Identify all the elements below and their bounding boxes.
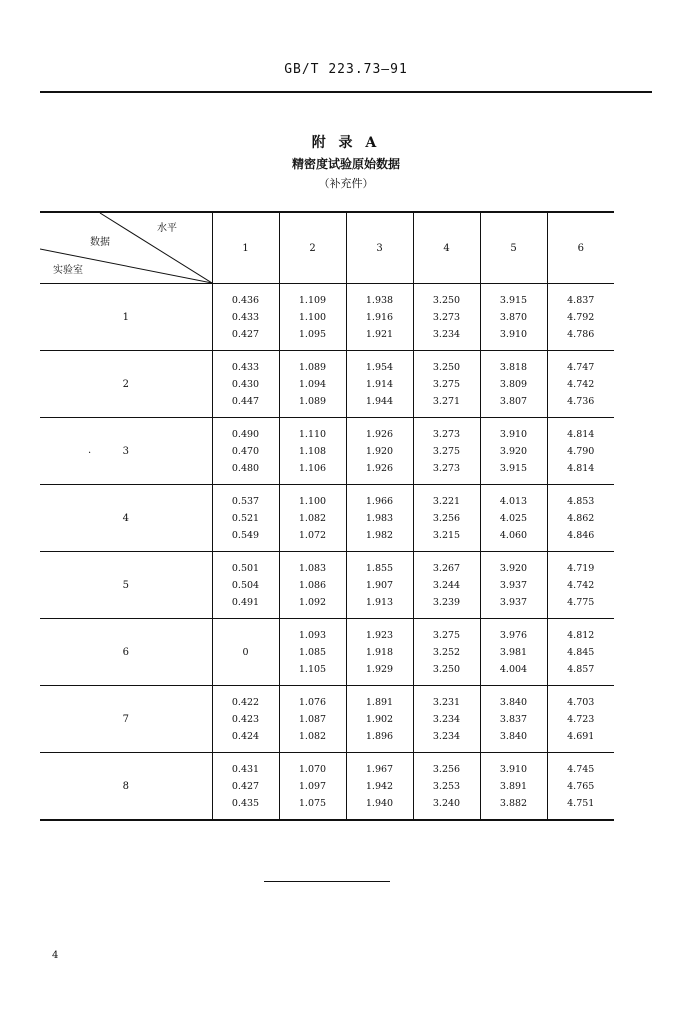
measurement-value: 1.918: [365, 646, 394, 658]
stray-mark: .: [88, 445, 92, 456]
measurement-value: 4.775: [567, 596, 595, 608]
lab-id-cell: 1: [40, 284, 212, 351]
measurement-value: 3.256: [432, 512, 461, 524]
measurement-value: 4.751: [567, 797, 595, 809]
measurement-value: 1.072: [298, 529, 327, 541]
measurement-value: 1.902: [365, 713, 394, 725]
measurement-value: 1.070: [298, 763, 327, 775]
value-cell: [480, 485, 547, 552]
measurement-value: 1.982: [365, 529, 394, 541]
measurement-value: 3.809: [499, 378, 528, 390]
measurement-value: 3.252: [432, 646, 461, 658]
measurement-value: 1.954: [365, 361, 394, 373]
measurement-value: 1.942: [365, 780, 394, 792]
value-cell: [480, 753, 547, 821]
precision-data-table: [40, 211, 614, 821]
measurement-value: 1.983: [365, 512, 394, 524]
measurement-value: 1.095: [298, 328, 327, 340]
measurement-value: 1.926: [365, 428, 394, 440]
measurement-value: 3.275: [432, 445, 461, 457]
lab-id-cell: 5: [40, 552, 212, 619]
measurement-value: 3.271: [432, 395, 461, 407]
table-row: [40, 485, 614, 552]
table-row: [40, 418, 614, 485]
measurement-value: 3.920: [499, 445, 528, 457]
measurement-value: 4.747: [567, 361, 595, 373]
standard-code-header: GB/T 223.73—91: [284, 62, 408, 77]
measurement-value: 4.723: [567, 713, 595, 725]
lab-id-cell: 8: [40, 753, 212, 821]
measurement-value: 4.742: [567, 378, 595, 390]
measurement-value: 4.814: [567, 462, 595, 474]
measurement-value: 3.981: [499, 646, 528, 658]
measurement-value: 3.221: [432, 495, 461, 507]
lab-id-cell: 6: [40, 619, 212, 686]
measurement-value: 0.433: [231, 311, 260, 323]
value-cell: [547, 351, 614, 418]
measurement-value: 3.882: [499, 797, 528, 809]
measurement-value: 0.480: [231, 462, 260, 474]
measurement-value: 4.691: [567, 730, 595, 742]
measurement-value: 4.845: [567, 646, 595, 658]
measurement-value: 1.914: [365, 378, 394, 390]
table-row: [40, 552, 614, 619]
column-header-level-4: 4: [413, 212, 480, 284]
measurement-value: 3.976: [499, 629, 528, 641]
measurement-value: 4.004: [499, 663, 528, 675]
value-cell: [547, 552, 614, 619]
measurement-value: 3.275: [432, 629, 461, 641]
table-row: [40, 686, 614, 753]
value-cell: [212, 552, 279, 619]
measurement-value: 3.937: [499, 596, 528, 608]
measurement-value: 4.765: [567, 780, 595, 792]
corner-label-data: 数据: [90, 237, 110, 248]
measurement-value: 1.940: [365, 797, 394, 809]
measurement-value: 1.087: [298, 713, 327, 725]
measurement-value: 1.105: [298, 663, 327, 675]
measurement-value: 4.719: [567, 562, 595, 574]
measurement-value: 1.094: [298, 378, 327, 390]
measurement-value: 1.916: [365, 311, 394, 323]
measurement-value: 1.896: [365, 730, 394, 742]
measurement-value: 1.082: [298, 512, 327, 524]
appendix-subtitle: 精密度试验原始数据: [291, 157, 400, 171]
measurement-value: 3.273: [432, 428, 461, 440]
measurement-value: 1.083: [298, 562, 327, 574]
measurement-value: 3.231: [432, 696, 461, 708]
measurement-value: 1.855: [365, 562, 394, 574]
column-header-level-1: 1: [212, 212, 279, 284]
measurement-value: 1.920: [365, 445, 394, 457]
value-cell: [413, 284, 480, 351]
value-cell: [212, 619, 279, 686]
measurement-value: 3.273: [432, 311, 461, 323]
value-cell: [279, 552, 346, 619]
value-cell: [212, 351, 279, 418]
value-cell: [547, 686, 614, 753]
measurement-value: 3.910: [499, 763, 528, 775]
value-cell: [547, 619, 614, 686]
measurement-value: 4.862: [567, 512, 595, 524]
measurement-value: 4.853: [567, 495, 595, 507]
measurement-value: 4.786: [567, 328, 595, 340]
measurement-value: 0.521: [231, 512, 260, 524]
measurement-value: 0.424: [231, 730, 260, 742]
value-cell: [212, 418, 279, 485]
lab-id-cell: 7: [40, 686, 212, 753]
measurement-value: 1.926: [365, 462, 394, 474]
measurement-value: 1.913: [365, 596, 394, 608]
measurement-value: 4.814: [567, 428, 595, 440]
value-cell: [279, 619, 346, 686]
measurement-value: 0.537: [231, 495, 260, 507]
value-cell: [480, 284, 547, 351]
column-header-level-2: 2: [279, 212, 346, 284]
value-cell: [413, 753, 480, 821]
value-cell: [279, 351, 346, 418]
measurement-value: 0: [242, 646, 249, 658]
value-cell: [279, 485, 346, 552]
measurement-value: 4.792: [567, 311, 595, 323]
corner-label-level: 水平: [157, 223, 177, 234]
measurement-value: 4.060: [499, 529, 528, 541]
measurement-value: 4.025: [499, 512, 528, 524]
measurement-value: 1.921: [365, 328, 394, 340]
measurement-value: 0.470: [231, 445, 260, 457]
measurement-value: 4.857: [567, 663, 595, 675]
measurement-value: 0.423: [231, 713, 260, 725]
measurement-value: 3.250: [432, 361, 461, 373]
value-cell: [212, 686, 279, 753]
table-row: [40, 753, 614, 821]
measurement-value: 1.085: [298, 646, 327, 658]
measurement-value: 4.790: [567, 445, 595, 457]
measurement-value: 0.433: [231, 361, 260, 373]
value-cell: [212, 753, 279, 821]
measurement-value: 1.923: [365, 629, 394, 641]
measurement-value: 4.013: [499, 495, 528, 507]
value-cell: [480, 686, 547, 753]
value-cell: [413, 485, 480, 552]
measurement-value: 0.491: [231, 596, 260, 608]
end-rule: [264, 881, 390, 882]
measurement-value: 4.846: [567, 529, 595, 541]
value-cell: [346, 418, 413, 485]
table-row: [40, 619, 614, 686]
value-cell: [413, 552, 480, 619]
measurement-value: 1.907: [365, 579, 394, 591]
measurement-value: 4.745: [567, 763, 595, 775]
column-header-level-3: 3: [346, 212, 413, 284]
table-corner-cell: [40, 212, 212, 284]
value-cell: [547, 418, 614, 485]
measurement-value: 1.929: [365, 663, 394, 675]
measurement-value: 3.234: [432, 328, 461, 340]
measurement-value: 3.244: [432, 579, 461, 591]
measurement-value: 3.256: [432, 763, 461, 775]
value-cell: [413, 686, 480, 753]
value-cell: [212, 284, 279, 351]
measurement-value: 1.082: [298, 730, 327, 742]
lab-id-cell: 3: [40, 418, 212, 485]
measurement-value: 3.215: [432, 529, 461, 541]
value-cell: [346, 552, 413, 619]
measurement-value: 3.807: [499, 395, 528, 407]
table-header-row: [40, 212, 614, 284]
measurement-value: 3.891: [499, 780, 528, 792]
measurement-value: 1.089: [298, 361, 327, 373]
appendix-title-block: [40, 132, 652, 194]
value-cell: [480, 619, 547, 686]
measurement-value: 4.837: [567, 294, 595, 306]
page-number: 4: [52, 950, 59, 961]
measurement-value: 3.267: [432, 562, 461, 574]
measurement-value: 1.089: [298, 395, 327, 407]
measurement-value: 3.818: [499, 361, 528, 373]
value-cell: [346, 619, 413, 686]
value-cell: [346, 753, 413, 821]
measurement-value: 4.742: [567, 579, 595, 591]
value-cell: [279, 418, 346, 485]
value-cell: [346, 284, 413, 351]
measurement-value: 1.076: [298, 696, 327, 708]
measurement-value: 1.938: [365, 294, 394, 306]
measurement-value: 4.703: [567, 696, 595, 708]
measurement-value: 3.250: [432, 294, 461, 306]
measurement-value: 3.910: [499, 428, 528, 440]
measurement-value: 3.915: [499, 294, 528, 306]
measurement-value: 1.891: [365, 696, 394, 708]
value-cell: [547, 284, 614, 351]
appendix-note: （补充件）: [318, 177, 374, 190]
measurement-value: 3.837: [499, 713, 528, 725]
measurement-value: 1.108: [298, 445, 327, 457]
header-rule: [40, 91, 652, 93]
value-cell: [413, 351, 480, 418]
value-cell: [279, 686, 346, 753]
value-cell: [346, 351, 413, 418]
measurement-value: 3.915: [499, 462, 528, 474]
value-cell: [346, 485, 413, 552]
table-row: [40, 351, 614, 418]
measurement-value: 1.075: [298, 797, 327, 809]
measurement-value: 1.092: [298, 596, 327, 608]
measurement-value: 3.840: [499, 730, 528, 742]
value-cell: [480, 418, 547, 485]
value-cell: [212, 485, 279, 552]
measurement-value: 1.100: [298, 495, 327, 507]
measurement-value: 3.253: [432, 780, 461, 792]
measurement-value: 3.273: [432, 462, 461, 474]
measurement-value: 1.944: [365, 395, 394, 407]
measurement-value: 0.431: [231, 763, 260, 775]
measurement-value: 1.106: [298, 462, 327, 474]
measurement-value: 1.109: [298, 294, 327, 306]
measurement-value: 3.250: [432, 663, 461, 675]
column-header-level-6: 6: [547, 212, 614, 284]
value-cell: [480, 351, 547, 418]
column-header-level-5: 5: [480, 212, 547, 284]
measurement-value: 1.093: [298, 629, 327, 641]
measurement-value: 0.504: [231, 579, 260, 591]
measurement-value: 0.447: [231, 395, 260, 407]
value-cell: [413, 418, 480, 485]
measurement-value: 3.920: [499, 562, 528, 574]
value-cell: [480, 552, 547, 619]
measurement-value: 3.234: [432, 713, 461, 725]
measurement-value: 3.937: [499, 579, 528, 591]
value-cell: [346, 686, 413, 753]
lab-id-cell: 4: [40, 485, 212, 552]
table-row: [40, 284, 614, 351]
measurement-value: 0.430: [231, 378, 260, 390]
measurement-value: 3.910: [499, 328, 528, 340]
appendix-title: 附 录 A: [311, 135, 381, 151]
measurement-value: 4.736: [567, 395, 595, 407]
measurement-value: 0.501: [231, 562, 260, 574]
measurement-value: 0.490: [231, 428, 260, 440]
measurement-value: 1.110: [298, 428, 327, 440]
measurement-value: 0.427: [231, 328, 260, 340]
measurement-value: 3.870: [499, 311, 528, 323]
measurement-value: 0.549: [231, 529, 260, 541]
corner-label-lab: 实验室: [53, 265, 83, 276]
measurement-value: 1.966: [365, 495, 394, 507]
measurement-value: 3.239: [432, 596, 461, 608]
measurement-value: 1.086: [298, 579, 327, 591]
measurement-value: 0.435: [231, 797, 260, 809]
measurement-value: 1.967: [365, 763, 394, 775]
measurement-value: 0.436: [231, 294, 260, 306]
measurement-value: 3.234: [432, 730, 461, 742]
value-cell: [279, 284, 346, 351]
value-cell: [547, 485, 614, 552]
measurement-value: 4.812: [567, 629, 595, 641]
value-cell: [547, 753, 614, 821]
value-cell: [413, 619, 480, 686]
value-cell: [279, 753, 346, 821]
measurement-value: 0.427: [231, 780, 260, 792]
measurement-value: 3.840: [499, 696, 528, 708]
lab-id-cell: 2: [40, 351, 212, 418]
measurement-value: 0.422: [231, 696, 260, 708]
measurement-value: 1.100: [298, 311, 327, 323]
measurement-value: 1.097: [298, 780, 327, 792]
measurement-value: 3.240: [432, 797, 461, 809]
measurement-value: 3.275: [432, 378, 461, 390]
